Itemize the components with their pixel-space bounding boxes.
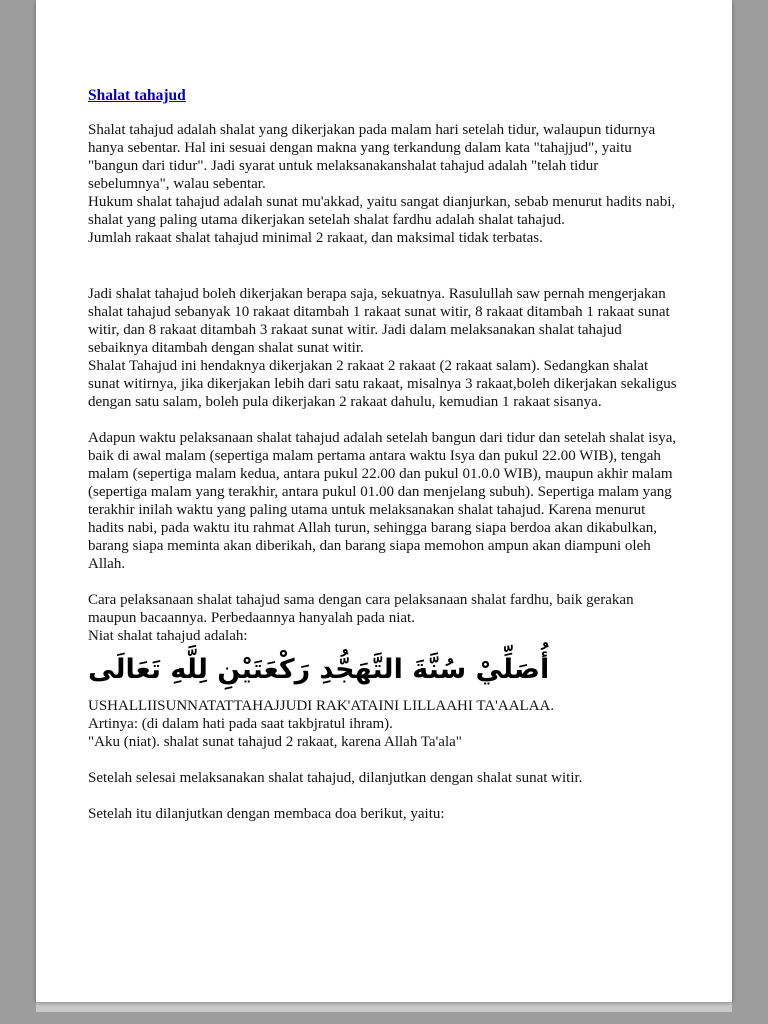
paragraph-cara-pelaksanaan: Cara pelaksanaan shalat tahajud sama dengan cara pelaksanaan shalat fardhu, baik gerakan maupun bacaannya. Perbedaannya hanyalah pada niat.	[88, 592, 634, 626]
paragraph-hukum: Hukum shalat tahajud adalah sunat mu'akkad, yaitu sangat dianjurkan, sebab menurut hadits nabi, shalat yang paling utama dikerjakan setelah shalat fardhu adalah shalat tahajud.	[88, 194, 676, 228]
viewer-gutter-right	[732, 0, 768, 1024]
paragraph-cara-rakaat: Shalat Tahajud ini hendaknya dikerjakan 2 rakaat 2 rakaat (2 rakaat salam). Sedangkan shalat sunat witirnya, jika dikerjakan lebih dari satu rakaat, misalnya 3 rakaat,boleh dikerjakan sekaligus dengan satu salam, boleh pula dikerjakan 2 rakaat dahulu, kemudian 1 rakaat sisanya.	[88, 358, 677, 410]
document-page	[36, 0, 732, 1002]
paragraph-jumlah-pelaksanaan: Jadi shalat tahajud boleh dikerjakan berapa saja, sekuatnya. Rasulullah saw pernah mengerjakan shalat tahajud sebanyak 10 rakaat ditambah 1 rakaat sunat witir, 8 rakaat ditambah 1 rakaat sunat witir, dan 8 rakaat ditambah 3 rakaat sunat witir. Jadi dalam melaksanakan shalat tahajud sebaiknya ditambah dengan shalat sunat witir.	[88, 286, 670, 356]
paragraph-doa-note: Setelah itu dilanjutkan dengan membaca doa berikut, yaitu:	[88, 806, 445, 822]
witir-note-block	[88, 769, 683, 787]
paragraph-waktu-pelaksanaan: Adapun waktu pelaksanaan shalat tahajud adalah setelah bangun dari tidur dan setelah shalat isya, baik di awal malam (sepertiga malam pertama antara waktu Isya dan pukul 22.00 WIB), tengah malam (sepertiga malam kedua, antara pukul 22.00 dan pukul 01.0.0 WIB), maupun akhir malam (sepertiga malam yang terakhir, antara pukul 01.00 dan menjelang subuh). Sepertiga malam yang terakhir inilah waktu yang paling utama untuk melaksanakan shalat tahajud. Karena menurut hadits nabi, pada waktu itu rahmat Allah turun, sehingga barang siapa berdoa akan dikabulkan, barang siapa meminta akan diberikah, dan barang siapa memohon ampun akan diampuni oleh Allah.	[88, 430, 677, 572]
rakaat-text-block	[88, 285, 683, 411]
doa-note-block	[88, 805, 683, 823]
arabic-calligraphy-niat: أُصَلِّيْ سُنَّةَ التَّهَجُّدِ رَكْعَتَيْنِ لِلَّهِ تَعَالَى	[88, 654, 550, 685]
transliteration-line: USHALLIISUNNATATTAHAJJUDI RAK'ATAINI LILLAAHI TA'AALAA.	[88, 698, 555, 714]
viewer-gutter-left	[0, 0, 36, 1024]
translation-line: "Aku (niat). shalat sunat tahajud 2 rakaat, karena Allah Ta'ala"	[88, 734, 462, 750]
cara-text-block	[88, 591, 683, 645]
paragraph-niat-intro: Niat shalat tahajud adalah:	[88, 628, 248, 644]
paragraph-definition: Shalat tahajud adalah shalat yang dikerjakan pada malam hari setelah tidur, walaupun tidurnya hanya sebentar. Hal ini sesuai dengan makna yang terkandung dalam kata "tahajjud", yaitu "bangun dari tidur". Jadi syarat untuk melaksanakanshalat tahajud adalah "telah tidur sebelumnya", walau sebentar.	[88, 122, 656, 192]
intro-text-block	[88, 121, 683, 247]
page-gap	[36, 1002, 732, 1012]
paragraph-jumlah-rakaat: Jumlah rakaat shalat tahajud minimal 2 rakaat, dan maksimal tidak terbatas.	[88, 230, 543, 246]
paragraph-witir-note: Setelah selesai melaksanakan shalat tahajud, dilanjutkan dengan shalat sunat witir.	[88, 770, 583, 786]
waktu-text-block	[88, 429, 683, 573]
artinya-line: Artinya: (di dalam hati pada saat takbjratul ihram).	[88, 716, 393, 732]
transliteration-block	[88, 697, 683, 751]
document-title-link[interactable]: Shalat tahajud	[88, 87, 186, 104]
